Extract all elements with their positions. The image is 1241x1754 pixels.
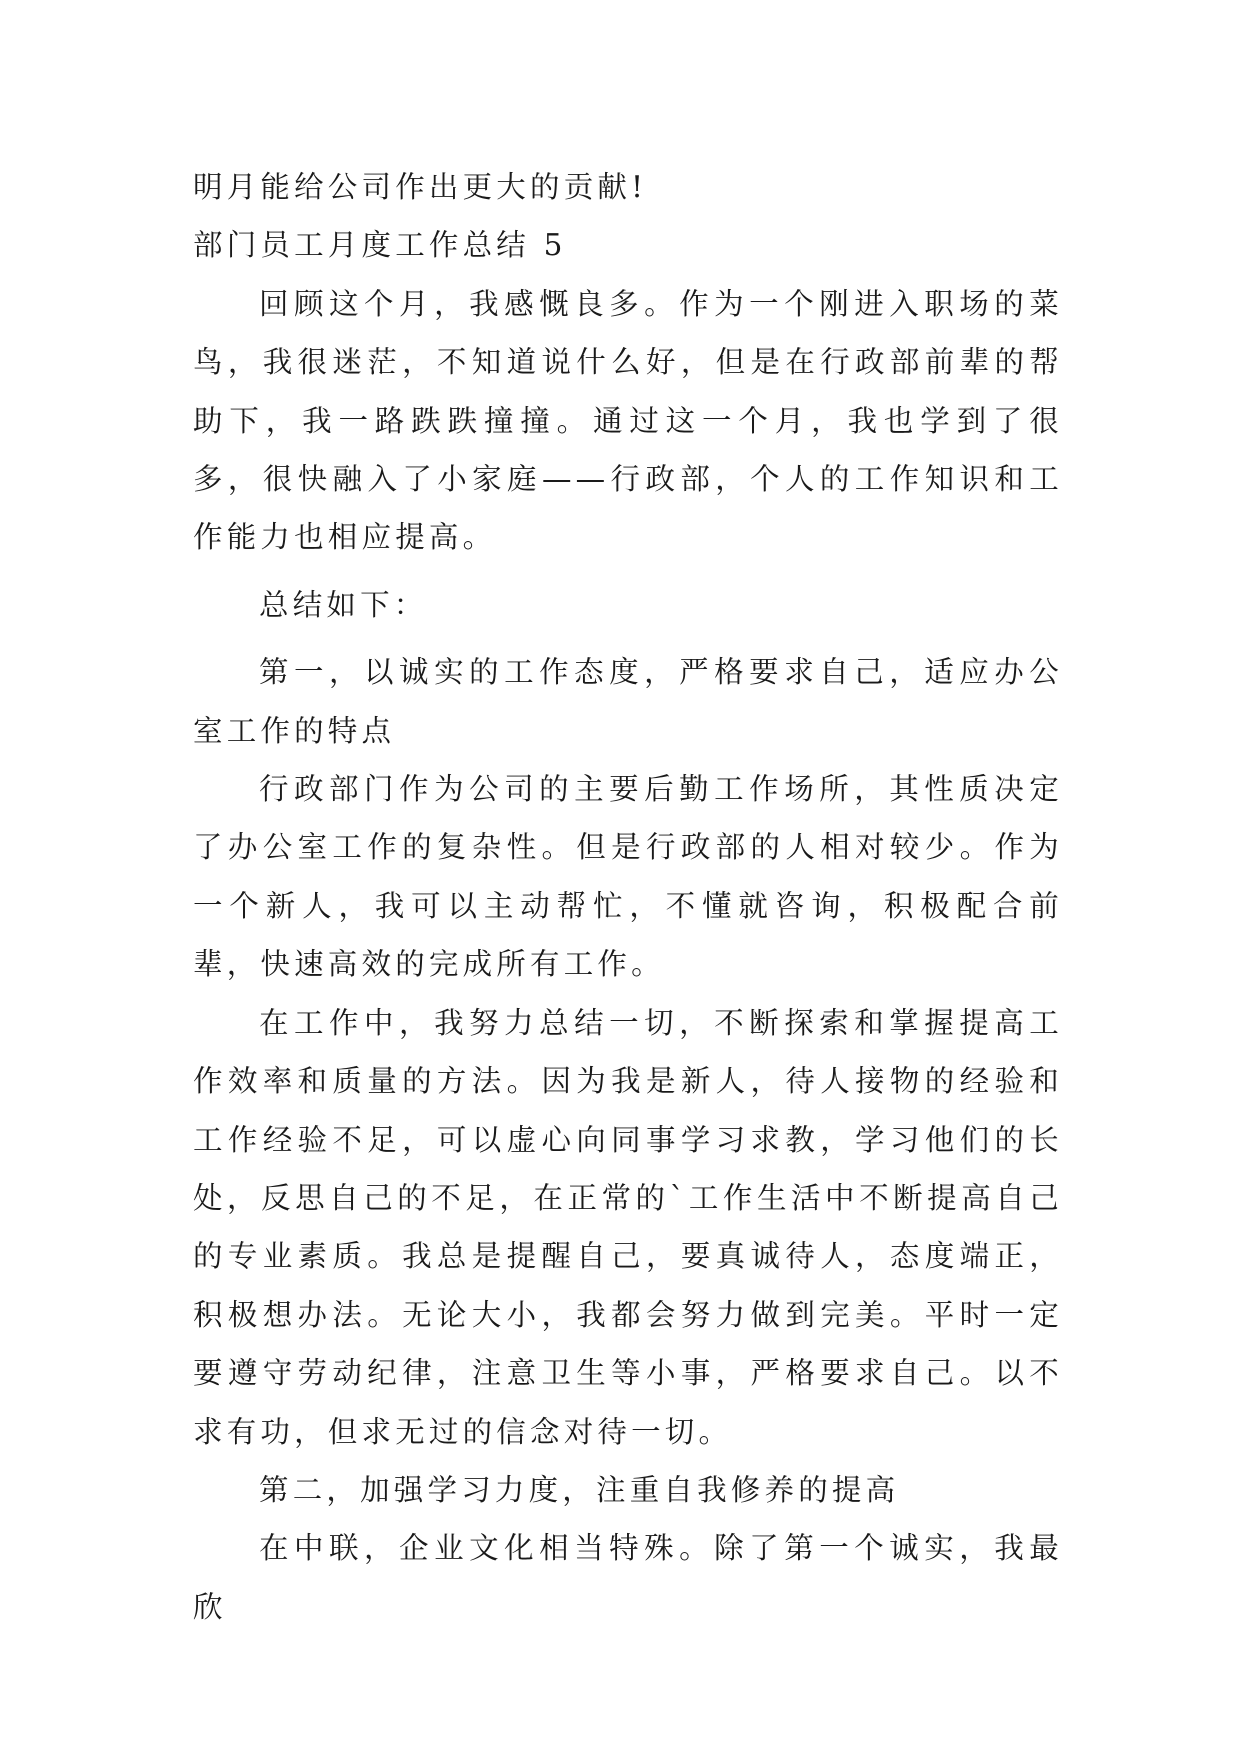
paragraph-point-one-heading: 第一，以诚实的工作态度，严格要求自己，适应办公室工作的特点 — [193, 655, 1063, 748]
document-body — [193, 158, 1063, 1636]
paragraph-point-two-heading: 第二，加强学习力度，注重自我修养的提高 — [259, 1472, 900, 1507]
section-heading: 部门员工月度工作总结 5 — [193, 228, 567, 263]
paragraph-closing-line: 明月能给公司作出更大的贡献! — [193, 170, 648, 204]
paragraph-point-two-body: 在中联，企业文化相当特殊。除了第一个诚实，我最欣 — [193, 1531, 1063, 1624]
paragraph-summary-lead: 总结如下： — [259, 587, 428, 622]
paragraph-intro: 回顾这个月，我感慨良多。作为一个刚进入职场的菜鸟，我很迷茫，不知道说什么好，但是在行政部前辈的帮助下，我一路跌跌撞撞。通过这一个月，我也学到了很多，很快融入了小家庭——行政部，个人的工作知识和工作能力也相应提高。 — [193, 286, 1063, 555]
paragraph-point-one-body: 行政部门作为公司的主要后勤工作场所，其性质决定了办公室工作的复杂性。但是行政部的人相对较少。作为一个新人，我可以主动帮忙，不懂就咨询，积极配合前辈，快速高效的完成所有工作。 — [193, 772, 1063, 982]
paragraph-work-reflection: 在工作中，我努力总结一切，不断探索和掌握提高工作效率和质量的方法。因为我是新人，待人接物的经验和工作经验不足，可以虚心向同事学习求教，学习他们的长处，反思自己的不足，在正常的`工作生活中不断提高自己的专业素质。我总是提醒自己，要真诚待人，态度端正，积极想办法。无论大小，我都会努力做到完美。平时一定要遵守劳动纪律，注意卫生等小事，严格要求自己。以不求有功，但求无过的信念对待一切。 — [193, 1005, 1063, 1449]
